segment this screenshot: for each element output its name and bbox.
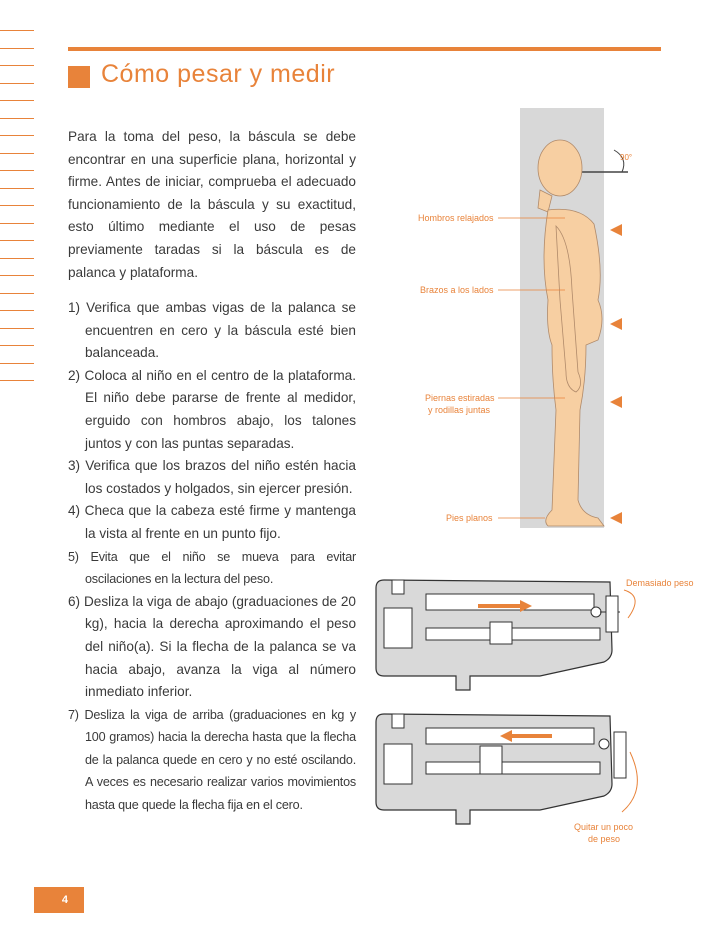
label-legs: Piernas estiradas <box>425 393 495 403</box>
label-feet: Pies planos <box>446 513 493 523</box>
label-knees: y rodillas juntas <box>428 405 491 415</box>
remove-weight-label-1: Quitar un poco <box>574 822 634 832</box>
step-item: 7) Desliza la viga de arriba (graduaciones en kg y 100 gramos) hacia la derecha hasta que la flecha de la palanca quede en cero y no esté oscilando. A veces es necesario realizar varios movimientos hasta que quede la flecha fija en el cero. <box>68 707 356 813</box>
step-item: 5) Evita que el niño se mueva para evitar oscilaciones en la lectura del peso. <box>68 549 356 587</box>
intro-paragraph: Para la toma del peso, la báscula se debe encontrar en una superficie plana, horizontal y firme. Antes de iniciar, comprueba el adecuado funcionamiento de la báscula y su exactitud, esto último mediante el uso de pesas previamente taradas si la báscula es de palanca y plataforma. <box>68 129 356 280</box>
step-item: 2) Coloca al niño en el centro de la plataforma. El niño debe pararse de frente al medidor, erguido con hombros abajo, los talones juntos y con las puntas separadas. <box>68 367 356 451</box>
step-item: 4) Checa que la cabeza esté firme y mantenga la vista al frente en un punto fijo. <box>68 503 356 541</box>
scale-remove-weight <box>376 714 637 844</box>
step-item: 3) Verifica que los brazos del niño estén hacia los costados y holgados, sin ejercer presión. <box>68 458 356 496</box>
angle-label: 90° <box>620 153 633 162</box>
page-number-tab <box>34 887 84 913</box>
scale-too-heavy <box>376 578 694 690</box>
too-heavy-label: Demasiado peso <box>626 578 694 588</box>
label-shoulders: Hombros relajados <box>418 213 494 223</box>
step-item: 1) Verifica que ambas vigas de la palanca se encuentren en cero y la báscula esté bien balanceada. <box>68 300 356 361</box>
label-arms: Brazos a los lados <box>420 285 494 295</box>
page-title: Cómo pesar y medir <box>101 60 336 88</box>
step-item: 6) Desliza la viga de abajo (graduaciones de 20 kg), hacia la derecha aproximando el peso del niño(a). Si la flecha de la palanca se va hacia abajo, avanza la viga al número inmediato inferior. <box>68 593 356 700</box>
remove-weight-label-2: de peso <box>588 834 621 844</box>
page-number: 4 <box>61 894 68 906</box>
